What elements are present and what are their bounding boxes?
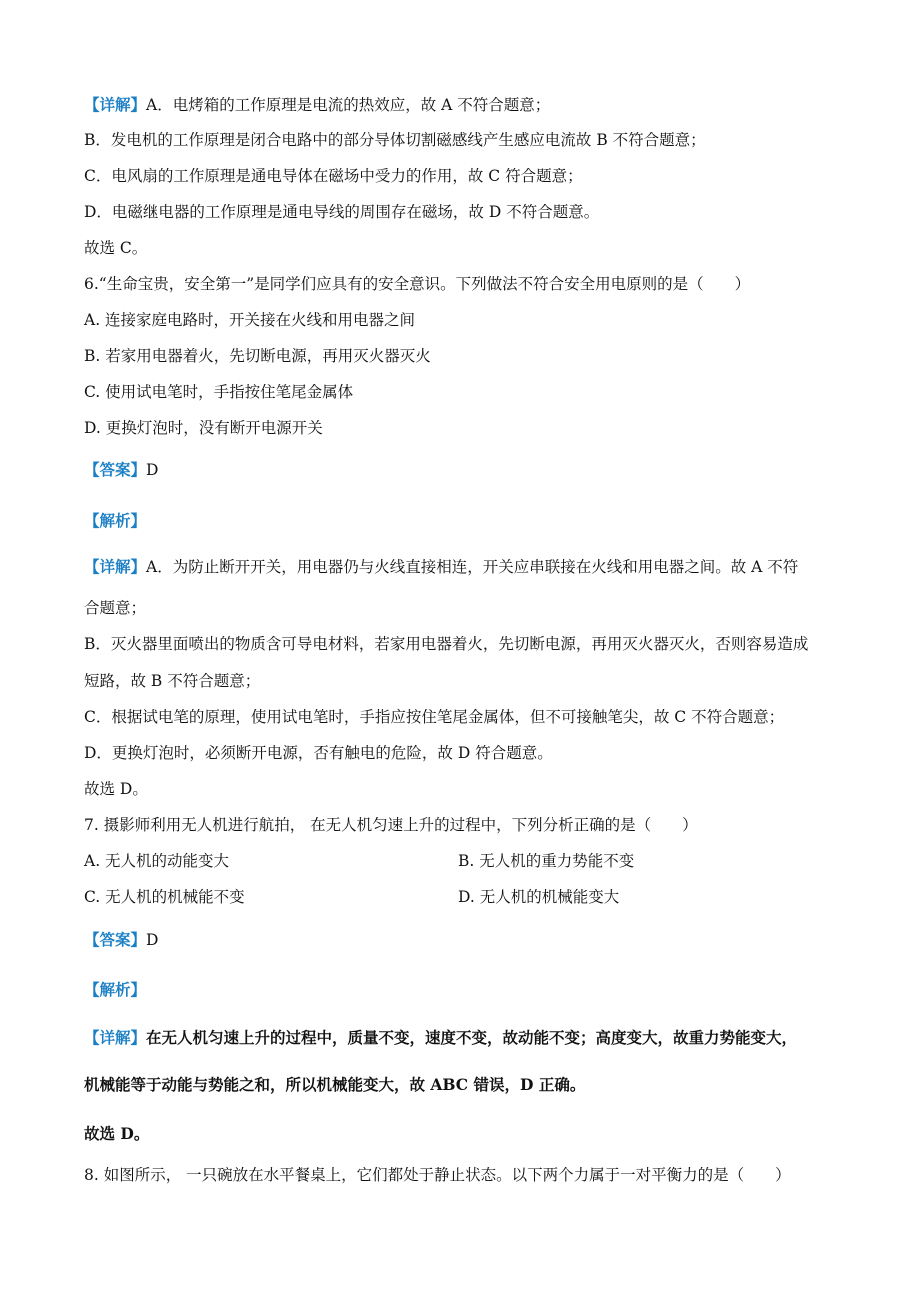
line-text: C．根据试电笔的原理，使用试电笔时，手指应按住笔尾金属体，但不可接触笔尖，故 C 不符合题意； bbox=[84, 708, 785, 726]
line-text: B．灭火器里面喷出的物质含可导电材料，若家用电器着火，先切断电源，再用灭火器灭火，否则容易造成 bbox=[84, 635, 809, 653]
text-line bbox=[84, 1124, 149, 1144]
text-line bbox=[84, 382, 353, 402]
line-text: D bbox=[146, 461, 159, 479]
text-line bbox=[84, 557, 798, 577]
text-line bbox=[84, 274, 750, 294]
section-tag: 【详解】 bbox=[84, 95, 147, 114]
line-text: A. 无人机的动能变大 bbox=[84, 852, 230, 870]
option-right: D. 无人机的机械能变大 bbox=[458, 888, 620, 906]
section-tag: 【解析】 bbox=[84, 980, 147, 999]
text-line bbox=[84, 743, 553, 763]
line-text: 在无人机匀速上升的过程中，质量不变，速度不变，故动能不变；高度变大，故重力势能变大， bbox=[146, 1028, 798, 1047]
line-text: 故选 D。 bbox=[84, 780, 148, 798]
line-text: A. 连接家庭电路时，开关接在火线和用电器之间 bbox=[84, 311, 416, 329]
line-text: A．电烤箱的工作原理是电流的热效应，故 A 不符合题意； bbox=[146, 96, 551, 114]
line-text: D. 更换灯泡时，没有断开电源开关 bbox=[84, 419, 323, 437]
text-line bbox=[84, 930, 158, 950]
text-line bbox=[84, 460, 158, 480]
line-text: D bbox=[146, 931, 159, 949]
line-text: A．为防止断开开关，用电器仍与火线直接相连，开关应串联接在火线和用电器之间。故 A 不符 bbox=[146, 558, 799, 576]
text-line bbox=[84, 166, 583, 186]
line-text: 7. 摄影师利用无人机进行航拍， 在无人机匀速上升的过程中，下列分析正确的是（ ） bbox=[84, 816, 698, 834]
line-text: B．发电机的工作原理是闭合电路中的部分导体切割磁感线产生感应电流故 B 不符合题意； bbox=[84, 131, 706, 149]
text-line bbox=[84, 634, 808, 654]
text-line bbox=[84, 779, 148, 799]
line-text: 短路，故 B 不符合题意； bbox=[84, 672, 261, 690]
text-line bbox=[84, 1075, 585, 1095]
text-line bbox=[84, 130, 706, 150]
text-line bbox=[84, 202, 599, 222]
section-tag: 【详解】 bbox=[84, 1028, 147, 1047]
text-line bbox=[84, 671, 260, 691]
line-text: 故选 D。 bbox=[84, 1124, 150, 1143]
section-tag: 【解析】 bbox=[84, 511, 147, 530]
text-line bbox=[84, 887, 245, 907]
text-line bbox=[84, 238, 147, 258]
text-line bbox=[84, 310, 415, 330]
text-line bbox=[84, 418, 323, 438]
section-tag: 【答案】 bbox=[84, 460, 147, 479]
text-line bbox=[84, 346, 431, 366]
option-right: B. 无人机的重力势能不变 bbox=[458, 852, 635, 870]
text-line bbox=[84, 851, 229, 871]
line-text: C. 使用试电笔时，手指按住笔尾金属体 bbox=[84, 383, 354, 401]
line-text: 8. 如图所示， 一只碗放在水平餐桌上，它们都处于静止状态。以下两个力属于一对平衡力的是（ ） bbox=[84, 1166, 791, 1184]
line-text: B. 若家用电器着火，先切断电源，再用灭火器灭火 bbox=[84, 347, 431, 365]
line-text: C. 无人机的机械能不变 bbox=[84, 888, 245, 906]
text-line bbox=[84, 511, 146, 531]
text-line bbox=[84, 815, 698, 835]
line-text: 6.“生命宝贵，安全第一”是同学们应具有的安全意识。下列做法不符合安全用电原则的是（ ） bbox=[84, 275, 751, 293]
text-line bbox=[84, 980, 146, 1000]
section-tag: 【详解】 bbox=[84, 557, 147, 576]
section-tag: 【答案】 bbox=[84, 930, 147, 949]
text-line bbox=[84, 707, 784, 727]
text-line bbox=[84, 598, 146, 618]
line-text: D．更换灯泡时，必须断开电源，否有触电的危险，故 D 符合题意。 bbox=[84, 744, 553, 762]
text-line bbox=[84, 95, 550, 115]
line-text: 合题意； bbox=[84, 599, 147, 617]
line-text: 机械能等于动能与势能之和，所以机械能变大，故 ABC 错误，D 正确。 bbox=[84, 1075, 586, 1094]
line-text: D．电磁继电器的工作原理是通电导线的周围存在磁场，故 D 不符合题意。 bbox=[84, 203, 600, 221]
line-text: C．电风扇的工作原理是通电导体在磁场中受力的作用，故 C 符合题意； bbox=[84, 167, 583, 185]
line-text: 故选 C。 bbox=[84, 239, 148, 257]
text-line bbox=[84, 1165, 791, 1185]
text-line bbox=[84, 1028, 797, 1048]
